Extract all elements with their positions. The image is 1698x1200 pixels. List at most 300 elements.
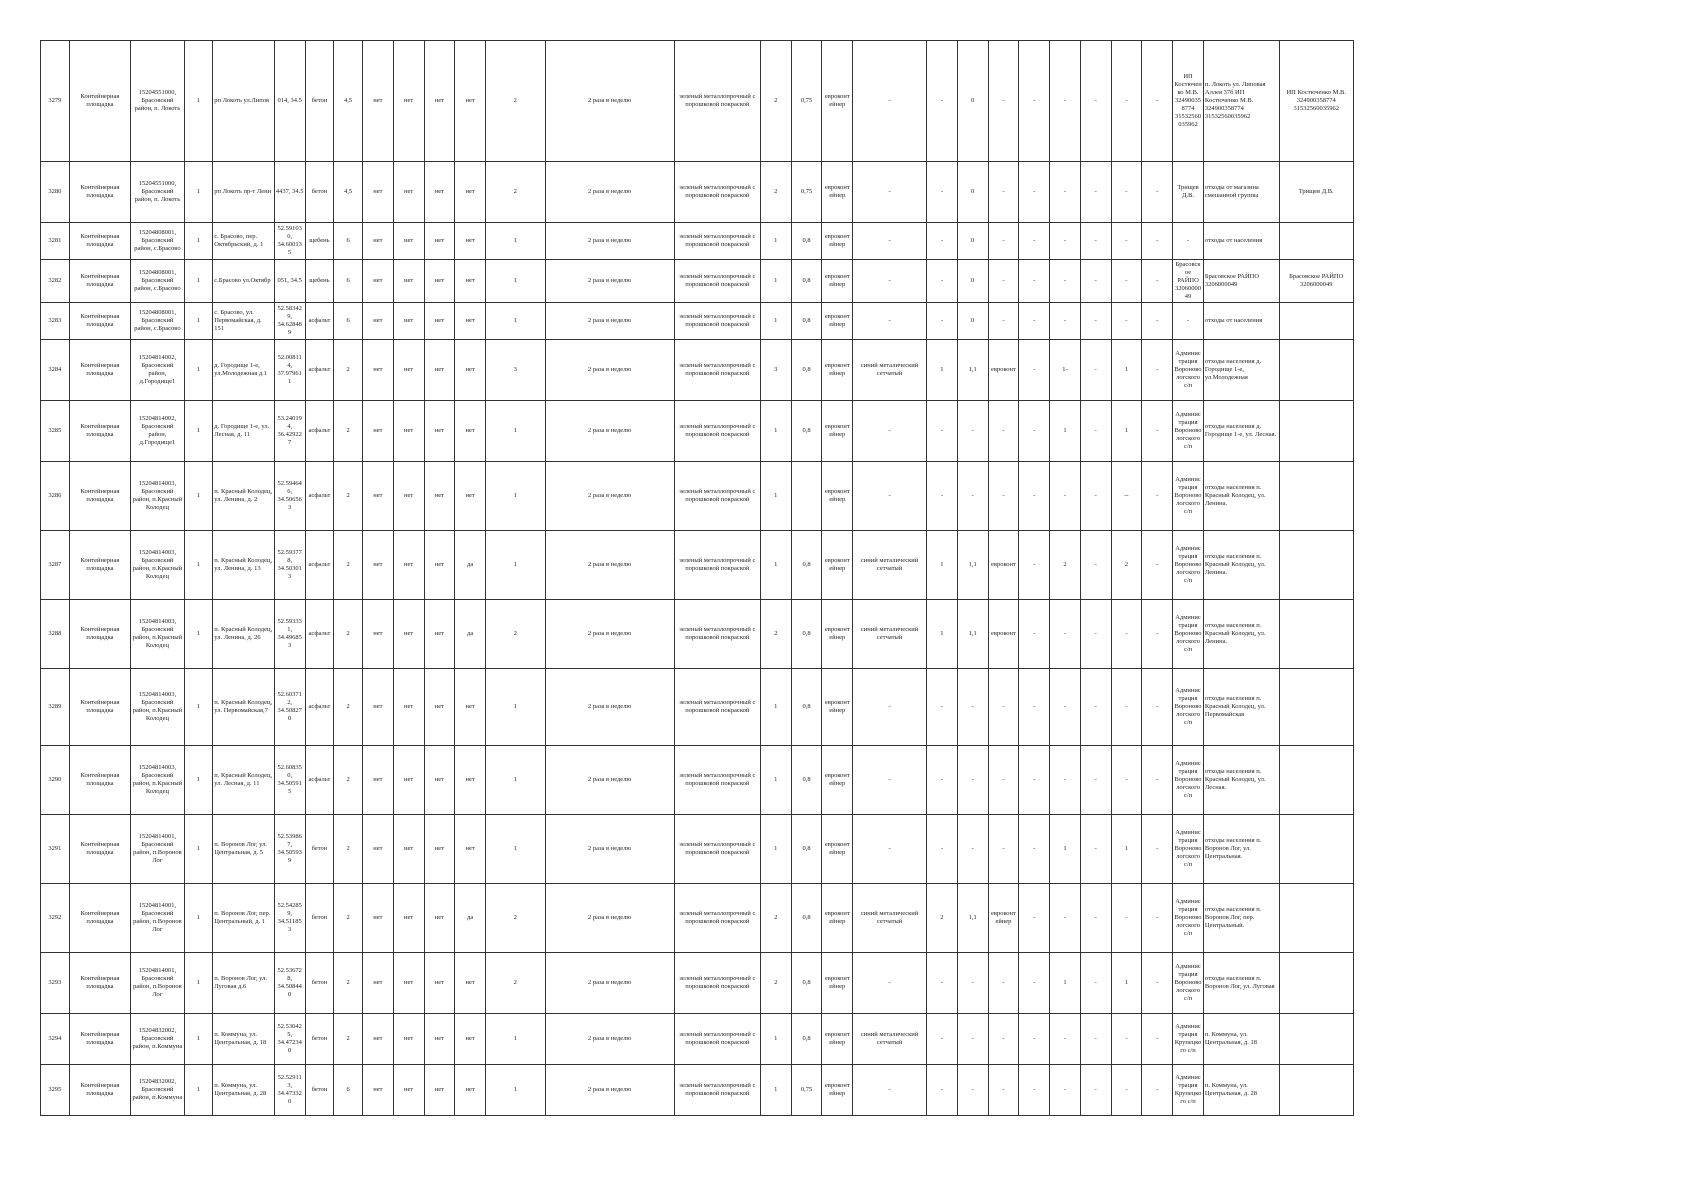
cell-vol: [791, 462, 822, 531]
cell-cnt: 1: [486, 223, 545, 260]
cell-ctype: зеленый металлопрочный с порошковой покраской: [674, 1065, 760, 1116]
cell-b1: -: [927, 260, 958, 303]
cell-b1: -: [927, 953, 958, 1014]
cell-owner: Трищев Д.В.: [1173, 162, 1204, 223]
cell-c1: 1: [184, 340, 213, 401]
cell-b7: -: [1111, 1014, 1142, 1065]
cell-b6: -: [1080, 223, 1111, 260]
cell-b5: -: [1050, 884, 1081, 953]
cell-area: 2: [334, 600, 363, 669]
cell-b2: -: [957, 746, 988, 815]
cell-n2: нет: [393, 531, 424, 600]
cell-b3: -: [988, 953, 1019, 1014]
cell-area: 2: [334, 462, 363, 531]
cell-src: отходы от магазина смешанной группы: [1203, 162, 1279, 223]
cell-area: 6: [334, 223, 363, 260]
cell-b6: -: [1080, 669, 1111, 746]
cell-b4: -: [1019, 401, 1050, 462]
cell-kind: Контейнерная площадка: [69, 303, 131, 340]
cell-n: 3294: [41, 1014, 70, 1065]
cell-n3: нет: [424, 953, 455, 1014]
cell-okato: 15204814003, Брасовский район, п.Красный Колодец: [131, 746, 184, 815]
cell-b6: -: [1080, 260, 1111, 303]
cell-b4: -: [1019, 600, 1050, 669]
cell-c1: 1: [184, 531, 213, 600]
cell-b4: -: [1019, 746, 1050, 815]
cell-b7: -: [1111, 1065, 1142, 1116]
cell-resp: [1279, 953, 1353, 1014]
table-row: [41, 462, 1440, 531]
cell-n4: нет: [455, 303, 486, 340]
cell-cover: бетон: [305, 1065, 334, 1116]
cell-freq: 2 раза в неделю: [545, 1014, 674, 1065]
cell-owner: Администрация Вороновологского с/п: [1173, 746, 1204, 815]
cell-okato: 15204551000, Брасовский район, п. Локоть: [131, 41, 184, 162]
table-row: [41, 600, 1440, 669]
cell-euro: евроконт ейнер: [822, 884, 853, 953]
cell-resp: [1279, 669, 1353, 746]
cell-resp: [1279, 462, 1353, 531]
cell-b1: -: [927, 401, 958, 462]
table-row: [41, 41, 1440, 162]
table-row: [41, 162, 1440, 223]
cell-b4: -: [1019, 340, 1050, 401]
cell-kind: Контейнерная площадка: [69, 41, 131, 162]
cell-n3: нет: [424, 340, 455, 401]
cell-n3: нет: [424, 260, 455, 303]
cell-vol: 0,8: [791, 223, 822, 260]
cell-area: 2: [334, 815, 363, 884]
cell-n: 3290: [41, 746, 70, 815]
cell-kind: Контейнерная площадка: [69, 669, 131, 746]
cell-b3: -: [988, 746, 1019, 815]
cell-cnt: 1: [486, 303, 545, 340]
cell-n1: нет: [362, 746, 393, 815]
cell-owner: Администрация Крупецкого с/п: [1173, 1065, 1204, 1116]
cell-vol: 0,8: [791, 953, 822, 1014]
cell-n1: нет: [362, 340, 393, 401]
cell-b4: -: [1019, 1065, 1050, 1116]
cell-b8: -: [1142, 303, 1173, 340]
cell-n: 3283: [41, 303, 70, 340]
cell-b6: -: [1080, 401, 1111, 462]
cell-bunker: синий металический сетчатый: [853, 884, 927, 953]
cell-resp: [1279, 884, 1353, 953]
cell-c1: 1: [184, 260, 213, 303]
cell-b4: -: [1019, 953, 1050, 1014]
cell-b7: -: [1111, 41, 1142, 162]
cell-b5: 1: [1050, 401, 1081, 462]
cell-b4: -: [1019, 223, 1050, 260]
cell-resp: [1279, 401, 1353, 462]
cell-cnt: 1: [486, 401, 545, 462]
cell-c2: 1: [760, 531, 791, 600]
cell-b5: -: [1050, 669, 1081, 746]
cell-b7: 1: [1111, 340, 1142, 401]
cell-b6: -: [1080, 162, 1111, 223]
cell-b3: -: [988, 669, 1019, 746]
cell-ctype: зеленый металлопрочный с порошковой покраской: [674, 884, 760, 953]
cell-cover: асфальт: [305, 746, 334, 815]
cell-n2: нет: [393, 401, 424, 462]
cell-addr: п. Воронов Лог, ул. Луговая д.6: [213, 953, 275, 1014]
table-row: [41, 340, 1440, 401]
table-row: [41, 815, 1440, 884]
cell-cover: асфальт: [305, 462, 334, 531]
cell-b7: 2: [1111, 531, 1142, 600]
cell-src: Брасовское РАЙПО 3206000049: [1203, 260, 1279, 303]
cell-c1: 1: [184, 223, 213, 260]
cell-okato: 15204832002, Брасовский район, п.Коммуна: [131, 1014, 184, 1065]
cell-freq: 2 раза в неделю: [545, 600, 674, 669]
cell-resp: ИП Костюченко М.В. 324900358774 31532560035962: [1279, 41, 1353, 162]
cell-cnt: 2: [486, 41, 545, 162]
cell-resp: [1279, 815, 1353, 884]
cell-c2: 1: [760, 260, 791, 303]
cell-c1: 1: [184, 1014, 213, 1065]
cell-addr: рп Локоть пр-т Лени: [213, 162, 275, 223]
cell-n2: нет: [393, 223, 424, 260]
table-row: [41, 223, 1440, 260]
cell-c2: 1: [760, 401, 791, 462]
cell-c2: 2: [760, 162, 791, 223]
cell-n2: нет: [393, 41, 424, 162]
cell-euro: евроконт ейнер: [822, 223, 853, 260]
cell-src: п. Коммуна, ул. Центральная, д. 18: [1203, 1014, 1279, 1065]
cell-n1: нет: [362, 162, 393, 223]
cell-euro: евроконт ейнер: [822, 1014, 853, 1065]
cell-cover: асфальт: [305, 531, 334, 600]
cell-src: отходы населения п. Красный Колодец, ул. Ленина.: [1203, 462, 1279, 531]
cell-area: 2: [334, 340, 363, 401]
cell-b8: -: [1142, 340, 1173, 401]
cell-area: 6: [334, 1065, 363, 1116]
cell-n: 3288: [41, 600, 70, 669]
cell-area: 2: [334, 953, 363, 1014]
cell-b2: 0: [957, 260, 988, 303]
cell-b4: -: [1019, 41, 1050, 162]
cell-coord: 051, 34.5: [274, 260, 305, 303]
cell-n2: нет: [393, 462, 424, 531]
cell-bunker: -: [853, 815, 927, 884]
cell-b3: -: [988, 401, 1019, 462]
cell-resp: [1279, 340, 1353, 401]
cell-euro: евроконт ейнер: [822, 669, 853, 746]
table-row: [41, 531, 1440, 600]
cell-cover: бетон: [305, 953, 334, 1014]
cell-ctype: зеленый металлопрочный с порошковой покраской: [674, 669, 760, 746]
cell-ctype: зеленый металлопрочный с порошковой покраской: [674, 600, 760, 669]
cell-cnt: 2: [486, 884, 545, 953]
cell-euro: евроконт ейнер: [822, 531, 853, 600]
cell-n3: нет: [424, 884, 455, 953]
cell-vol: 0,8: [791, 600, 822, 669]
cell-b1: -: [927, 462, 958, 531]
cell-kind: Контейнерная площадка: [69, 600, 131, 669]
cell-b1: -: [927, 1065, 958, 1116]
cell-b1: 1: [927, 340, 958, 401]
cell-freq: 2 раза в неделю: [545, 260, 674, 303]
cell-bunker: -: [853, 953, 927, 1014]
cell-freq: 2 раза в неделю: [545, 401, 674, 462]
cell-n4: нет: [455, 1014, 486, 1065]
cell-euro: евроконт ейнер: [822, 340, 853, 401]
cell-b4: -: [1019, 669, 1050, 746]
cell-n4: нет: [455, 1065, 486, 1116]
cell-bunker: синий металический сетчатый: [853, 531, 927, 600]
cell-b1: 2: [927, 884, 958, 953]
cell-cnt: 1: [486, 746, 545, 815]
cell-bunker: -: [853, 223, 927, 260]
cell-kind: Контейнерная площадка: [69, 462, 131, 531]
cell-freq: 2 раза в неделю: [545, 340, 674, 401]
cell-okato: 15204814003, Брасовский район, п.Красный Колодец: [131, 462, 184, 531]
cell-addr: п. Коммуна, ул. Центральная, д. 18: [213, 1014, 275, 1065]
cell-cnt: 1: [486, 531, 545, 600]
cell-c2: 2: [760, 41, 791, 162]
cell-owner: Администрация Вороновологского с/п: [1173, 884, 1204, 953]
cell-n: 3289: [41, 669, 70, 746]
cell-n2: нет: [393, 746, 424, 815]
cell-n4: нет: [455, 41, 486, 162]
cell-okato: 15204808001, Брасовский район, с.Брасово: [131, 223, 184, 260]
cell-coord: 52.52911 3, 34.47332 0: [274, 1065, 305, 1116]
cell-b3: евроконт ейнер: [988, 884, 1019, 953]
cell-b6: -: [1080, 953, 1111, 1014]
cell-n4: нет: [455, 401, 486, 462]
cell-kind: Контейнерная площадка: [69, 162, 131, 223]
cell-cnt: 2: [486, 600, 545, 669]
cell-c1: 1: [184, 746, 213, 815]
cell-freq: 2 раза в неделю: [545, 223, 674, 260]
cell-euro: евроконт ейнер: [822, 600, 853, 669]
cell-n4: нет: [455, 953, 486, 1014]
cell-owner: Администрация Вороновологского с/п: [1173, 531, 1204, 600]
cell-n: 3295: [41, 1065, 70, 1116]
cell-n1: нет: [362, 884, 393, 953]
cell-b8: -: [1142, 953, 1173, 1014]
cell-c2: 2: [760, 600, 791, 669]
cell-owner: Администрация Вороновологского с/п: [1173, 462, 1204, 531]
cell-src: п. Локоть ул. Липовая Аллея 37б ИП Костюченко М.В. 324900358774 31532560035962: [1203, 41, 1279, 162]
cell-c2: 1: [760, 669, 791, 746]
cell-b7: 1: [1111, 815, 1142, 884]
cell-b3: евроконт: [988, 531, 1019, 600]
cell-resp: [1279, 746, 1353, 815]
cell-src: отходы от населения: [1203, 303, 1279, 340]
cell-coord: 52.53042 5, 34.47234 0: [274, 1014, 305, 1065]
cell-b8: -: [1142, 260, 1173, 303]
cell-addr: п. Красный Колодец, ул. Ленина, д. 13: [213, 531, 275, 600]
cell-n2: нет: [393, 953, 424, 1014]
cell-b8: -: [1142, 669, 1173, 746]
cell-b2: 0: [957, 303, 988, 340]
cell-bunker: -: [853, 401, 927, 462]
cell-cover: бетон: [305, 41, 334, 162]
cell-c2: 1: [760, 223, 791, 260]
cell-owner: Администрация Вороновологского с/п: [1173, 401, 1204, 462]
cell-n: 3292: [41, 884, 70, 953]
cell-vol: 0,8: [791, 669, 822, 746]
cell-n1: нет: [362, 531, 393, 600]
cell-bunker: -: [853, 41, 927, 162]
cell-euro: евроконт ейнер: [822, 41, 853, 162]
cell-bunker: -: [853, 746, 927, 815]
cell-ctype: зеленый металлопрочный с порошковой покраской: [674, 340, 760, 401]
cell-b3: евроконт: [988, 340, 1019, 401]
cell-kind: Контейнерная площадка: [69, 815, 131, 884]
cell-cover: асфальт: [305, 303, 334, 340]
cell-okato: 15204808001, Брасовский район, с.Брасово: [131, 260, 184, 303]
cell-owner: Администрация Вороновологского с/п: [1173, 953, 1204, 1014]
cell-b4: -: [1019, 884, 1050, 953]
cell-resp: [1279, 223, 1353, 260]
cell-src: отходы населения п. Воронов Лог, пер. Центральный.: [1203, 884, 1279, 953]
cell-coord: 52.59377 8, 34.50301 3: [274, 531, 305, 600]
cell-b7: --: [1111, 462, 1142, 531]
cell-n2: нет: [393, 162, 424, 223]
cell-b1: 1: [927, 531, 958, 600]
cell-b8: -: [1142, 600, 1173, 669]
cell-b7: -: [1111, 669, 1142, 746]
cell-b3: -: [988, 223, 1019, 260]
cell-okato: 15204814003, Брасовский район, п.Красный Колодец: [131, 600, 184, 669]
cell-b8: -: [1142, 746, 1173, 815]
cell-src: отходы населения п. Воронов Лог, ул. Луговая: [1203, 953, 1279, 1014]
cell-b1: -: [927, 223, 958, 260]
cell-b2: 1,1: [957, 884, 988, 953]
cell-area: 4,5: [334, 41, 363, 162]
cell-vol: 0,8: [791, 531, 822, 600]
cell-b6: -: [1080, 41, 1111, 162]
cell-b7: -: [1111, 260, 1142, 303]
cell-addr: п. Красный Колодец, ул. Первомайская,7: [213, 669, 275, 746]
cell-ctype: зеленый металлопрочный с порошковой покраской: [674, 303, 760, 340]
cell-cnt: 1: [486, 260, 545, 303]
cell-b7: -: [1111, 162, 1142, 223]
cell-euro: евроконт ейнер: [822, 462, 853, 531]
cell-area: 2: [334, 1014, 363, 1065]
cell-b5: -: [1050, 462, 1081, 531]
cell-kind: Контейнерная площадка: [69, 223, 131, 260]
cell-addr: с. Брасово, пер. Октябрьский, д. 1: [213, 223, 275, 260]
cell-src: отходы населения п. Красный Колодец, ул. Ленина.: [1203, 531, 1279, 600]
cell-n3: нет: [424, 600, 455, 669]
cell-bunker: -: [853, 260, 927, 303]
cell-b6: -: [1080, 1014, 1111, 1065]
cell-b4: -: [1019, 260, 1050, 303]
cell-c1: 1: [184, 462, 213, 531]
cell-b6: -: [1080, 531, 1111, 600]
cell-bunker: синий металический сетчатый: [853, 600, 927, 669]
cell-b8: -: [1142, 462, 1173, 531]
cell-b7: -: [1111, 746, 1142, 815]
cell-freq: 2 раза в неделю: [545, 303, 674, 340]
cell-n: 3280: [41, 162, 70, 223]
cell-freq: 2 раза в неделю: [545, 815, 674, 884]
cell-c1: 1: [184, 41, 213, 162]
cell-b6: -: [1080, 303, 1111, 340]
cell-b2: 0: [957, 162, 988, 223]
cell-cnt: 1: [486, 1065, 545, 1116]
cell-vol: 0,8: [791, 401, 822, 462]
cell-coord: 52.59103 0, 34.60013 5: [274, 223, 305, 260]
cell-c2: 1: [760, 1014, 791, 1065]
cell-n: 3293: [41, 953, 70, 1014]
cell-b4: -: [1019, 462, 1050, 531]
cell-coord: 4437, 34.5: [274, 162, 305, 223]
cell-owner: Администрация Вороновологского с/п: [1173, 669, 1204, 746]
cell-b5: -: [1050, 223, 1081, 260]
cell-b5: -: [1050, 1014, 1081, 1065]
cell-coord: 52.00811 4, 37.97961 1: [274, 340, 305, 401]
cell-n3: нет: [424, 746, 455, 815]
cell-b2: 0: [957, 41, 988, 162]
cell-b1: -: [927, 669, 958, 746]
cell-n4: нет: [455, 746, 486, 815]
cell-vol: 0,8: [791, 1014, 822, 1065]
cell-bunker: синий металический сетчатый: [853, 340, 927, 401]
cell-okato: 15204814002, Брасовский район, д.Городище1: [131, 340, 184, 401]
cell-b3: -: [988, 462, 1019, 531]
cell-n: 3287: [41, 531, 70, 600]
cell-vol: 0,8: [791, 303, 822, 340]
cell-src: отходы населения п. Красный Колодец, ул. Первомайская: [1203, 669, 1279, 746]
cell-cover: щебень: [305, 260, 334, 303]
cell-bunker: -: [853, 1065, 927, 1116]
cell-cnt: 2: [486, 953, 545, 1014]
cell-area: 6: [334, 303, 363, 340]
cell-b7: -: [1111, 303, 1142, 340]
table-row: [41, 1014, 1440, 1065]
cell-coord: 014, 34.5: [274, 41, 305, 162]
cell-n1: нет: [362, 953, 393, 1014]
cell-c1: 1: [184, 669, 213, 746]
cell-freq: 2 раза в неделю: [545, 462, 674, 531]
cell-addr: рп Локоть ул.Липов: [213, 41, 275, 162]
cell-cnt: 1: [486, 1014, 545, 1065]
cell-freq: 2 раза в неделю: [545, 1065, 674, 1116]
cell-cover: бетон: [305, 1014, 334, 1065]
cell-n4: нет: [455, 162, 486, 223]
cell-src: п. Коммуна, ул. Центральная, д. 28: [1203, 1065, 1279, 1116]
cell-b2: 1,1: [957, 531, 988, 600]
cell-b1: -: [927, 303, 958, 340]
cell-c2: 2: [760, 953, 791, 1014]
cell-n: 3285: [41, 401, 70, 462]
cell-b5: -: [1050, 746, 1081, 815]
cell-coord: 52.54285 9, 34.51185 3: [274, 884, 305, 953]
cell-addr: п. Коммуна, ул. Центральная, д. 28: [213, 1065, 275, 1116]
cell-b7: 1: [1111, 401, 1142, 462]
cell-freq: 2 раза в неделю: [545, 162, 674, 223]
cell-c1: 1: [184, 884, 213, 953]
cell-resp: [1279, 1014, 1353, 1065]
cell-b3: -: [988, 41, 1019, 162]
cell-kind: Контейнерная площадка: [69, 1014, 131, 1065]
table-row: [41, 401, 1440, 462]
cell-cnt: 1: [486, 669, 545, 746]
cell-b2: -: [957, 401, 988, 462]
cell-freq: 2 раза в неделю: [545, 669, 674, 746]
cell-b4: -: [1019, 815, 1050, 884]
cell-euro: евроконт ейнер: [822, 815, 853, 884]
cell-c2: 1: [760, 1065, 791, 1116]
cell-vol: 0,75: [791, 41, 822, 162]
cell-vol: 0,75: [791, 1065, 822, 1116]
cell-src: отходы населения п. Воронов Лог, ул. Центральная.: [1203, 815, 1279, 884]
cell-c2: 1: [760, 746, 791, 815]
